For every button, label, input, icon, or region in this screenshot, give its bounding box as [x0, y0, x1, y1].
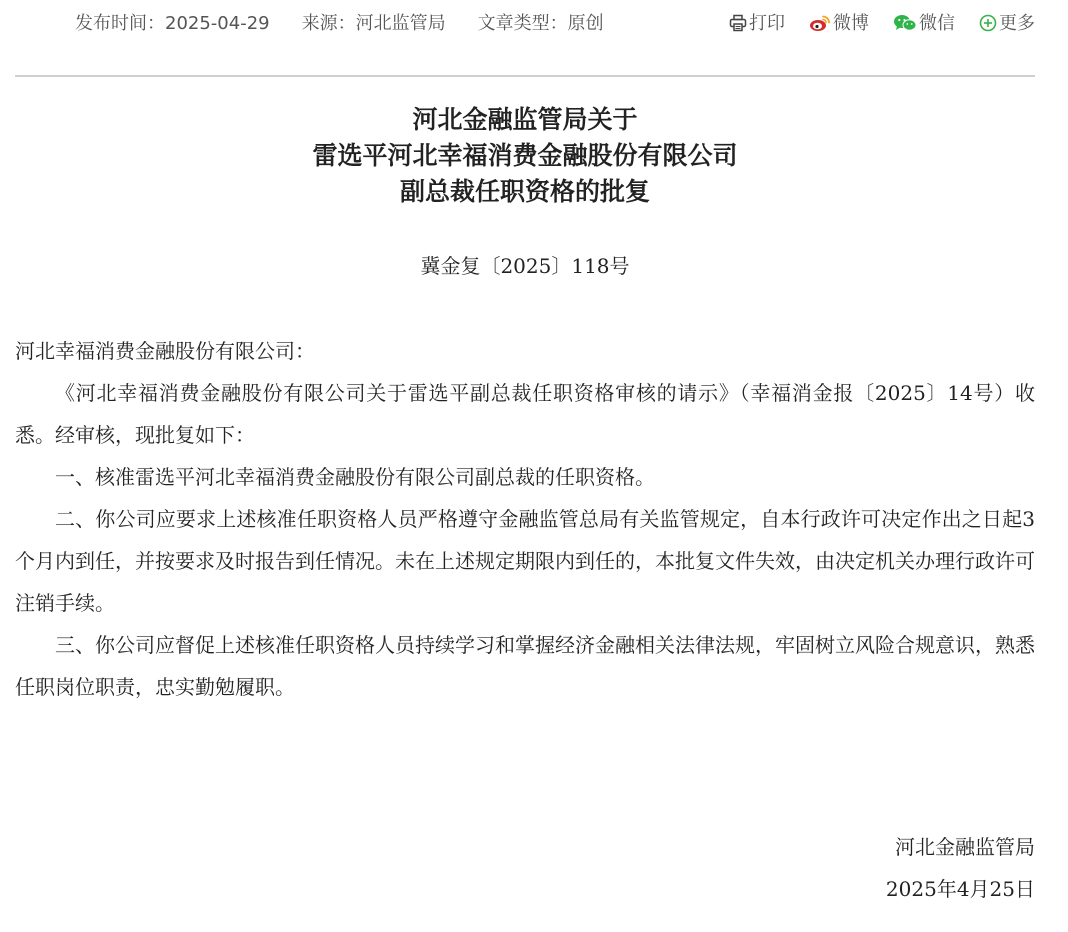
article-type	[478, 10, 604, 38]
signature-block	[886, 826, 1035, 910]
body-paragraph: 一、核准雷选平河北幸福消费金融股份有限公司副总裁的任职资格。	[55, 465, 655, 489]
body-paragraph: 二、你公司应要求上述核准任职资格人员严格遵守金融监管总局有关监管规定，自本行政许可决定作出之日起3个月内到任，并按要求及时报告到任情况。未在上述规定期限内到任的，本批复文件失效，由决定机关办理行政许可注销手续。	[15, 507, 1035, 615]
title-line-2: 雷选平河北幸福消费金融股份有限公司	[312, 141, 738, 170]
wechat-label: 微信	[919, 13, 955, 34]
document-number: 冀金复〔2025〕118号	[420, 254, 630, 278]
title-line-3: 副总裁任职资格的批复	[399, 177, 650, 206]
type-value: 原创	[567, 13, 604, 34]
weibo-share-button[interactable]	[809, 10, 869, 41]
printer-icon	[729, 13, 747, 41]
wechat-icon	[893, 13, 917, 41]
article-meta-bar	[75, 10, 1035, 66]
body-paragraph: 三、你公司应督促上述核准任职资格人员持续学习和掌握经济金融相关法律法规，牢固树立风险合规意识，熟悉任职岗位职责，忠实勤勉履职。	[15, 633, 1035, 699]
salutation: 河北幸福消费金融股份有限公司：	[15, 339, 315, 363]
print-button[interactable]	[729, 10, 785, 41]
share-toolbar	[729, 10, 1035, 41]
weibo-icon	[809, 13, 831, 41]
title-line-1: 河北金融监管局关于	[412, 105, 638, 134]
publish-time-label: 发布时间：	[75, 13, 165, 34]
print-label: 打印	[749, 13, 785, 34]
wechat-share-button[interactable]	[893, 10, 955, 41]
plus-circle-icon	[979, 13, 997, 41]
publish-time-value: 2025-04-29	[165, 13, 270, 34]
article-source	[302, 10, 446, 38]
issue-date: 2025年4月25日	[885, 877, 1035, 901]
body-paragraph: 《河北幸福消费金融股份有限公司关于雷选平副总裁任职资格审核的请示》（幸福消金报〔2025〕14号）收悉。经审核，现批复如下：	[15, 381, 1035, 447]
source-value: 河北监管局	[355, 13, 446, 34]
document-body	[15, 330, 1035, 708]
more-share-button[interactable]	[979, 10, 1035, 41]
source-label: 来源：	[301, 13, 356, 34]
document-title	[0, 102, 1050, 210]
type-label: 文章类型：	[477, 13, 568, 34]
publish-time	[75, 10, 270, 38]
article-meta	[75, 10, 635, 38]
weibo-label: 微博	[833, 13, 869, 34]
header-divider	[15, 75, 1035, 77]
more-label: 更多	[999, 13, 1035, 34]
issuing-organization: 河北金融监管局	[895, 835, 1035, 859]
